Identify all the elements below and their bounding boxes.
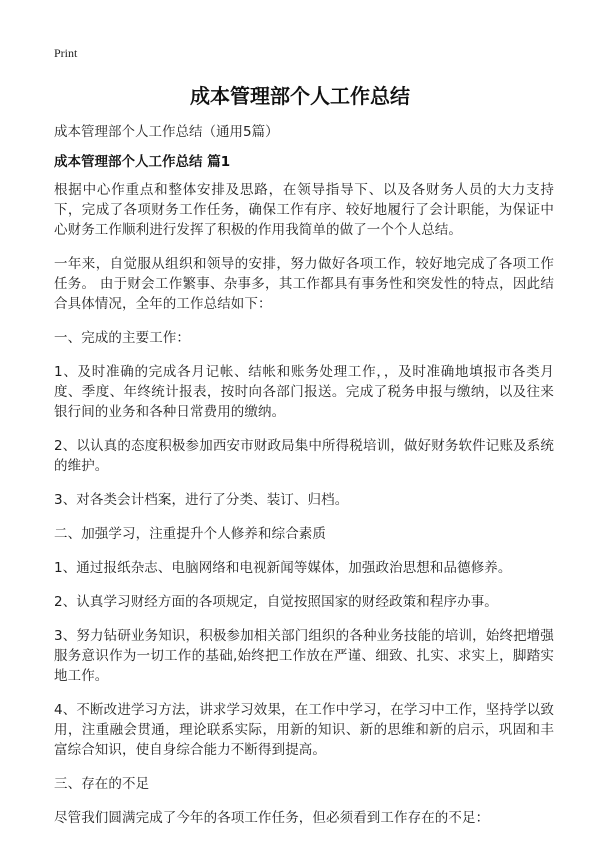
document-body: [54, 180, 554, 842]
paragraph-study-item-4: 4、不断改进学习方法，讲求学习效果，在工作中学习，在学习中工作，坚持学以致用，注重融会贯通，理论联系实际，用新的知识、新的思维和新的启示，巩固和丰富综合知识，使自身综合能力不断得到提高。: [54, 702, 554, 758]
paragraph-intro: 根据中心作重点和整体安排及思路，在领导指导下、以及各财务人员的大力支持下，完成了各项财务工作任务，确保工作有序、较好地履行了会计职能，为保证中心财务工作顺利进行发挥了积极的作用我简单的做了一个个人总结。: [54, 182, 554, 238]
paragraph-study-item-1: 1、通过报纸杂志、电脑网络和电视新闻等媒体，加强政治思想和品德修养。: [54, 560, 512, 576]
paragraph-work-item-2: 2、以认真的态度积极参加西安市财政局集中所得税培训，做好财务软件记账及系统的维护。: [54, 438, 554, 474]
heading-main-work: 一、完成的主要工作：: [54, 330, 190, 346]
paragraph-work-item-1: 1、及时准确的完成各月记帐、结帐和账务处理工作，，及时准确地填报市各类月度、季度、年终统计报表，按时向各部门报送。完成了税务申报与缴纳，以及往来银行间的业务和各种日常费用的缴纳。: [54, 364, 554, 420]
paragraph-study-item-2: 2、认真学习财经方面的各项规定，自觉按照国家的财经政策和程序办事。: [54, 594, 498, 610]
heading-shortcomings: 三、存在的不足: [54, 776, 150, 792]
paragraph-study-item-3: 3、努力钻研业务知识，积极参加相关部门组织的各种业务技能的培训，始终把增强服务意识作为一切工作的基础,始终把工作放在严谨、细致、扎实、求实上，脚踏实地工作。: [54, 628, 554, 684]
document-subtitle: 成本管理部个人工作总结（通用5篇）: [54, 124, 279, 140]
print-link[interactable]: Print: [54, 46, 78, 60]
paragraph-year-summary: 一年来，自觉服从组织和领导的安排，努力做好各项工作，较好地完成了各项工作任务。 由于财会工作繁事、杂事多，其工作都具有事务性和突发性的特点，因此结合具体情况，全年的工作总结如下：: [54, 256, 554, 312]
paragraph-shortcomings: 尽管我们圆满完成了今年的各项工作任务，但必须看到工作存在的不足：: [54, 810, 490, 826]
paragraph-work-item-3: 3、对各类会计档案，进行了分类、装订、归档。: [54, 492, 349, 508]
section-heading: 成本管理部个人工作总结 篇1: [54, 154, 231, 170]
page-title: 成本管理部个人工作总结: [190, 84, 410, 108]
heading-study: 二、加强学习，注重提升个人修养和综合素质: [54, 526, 326, 542]
